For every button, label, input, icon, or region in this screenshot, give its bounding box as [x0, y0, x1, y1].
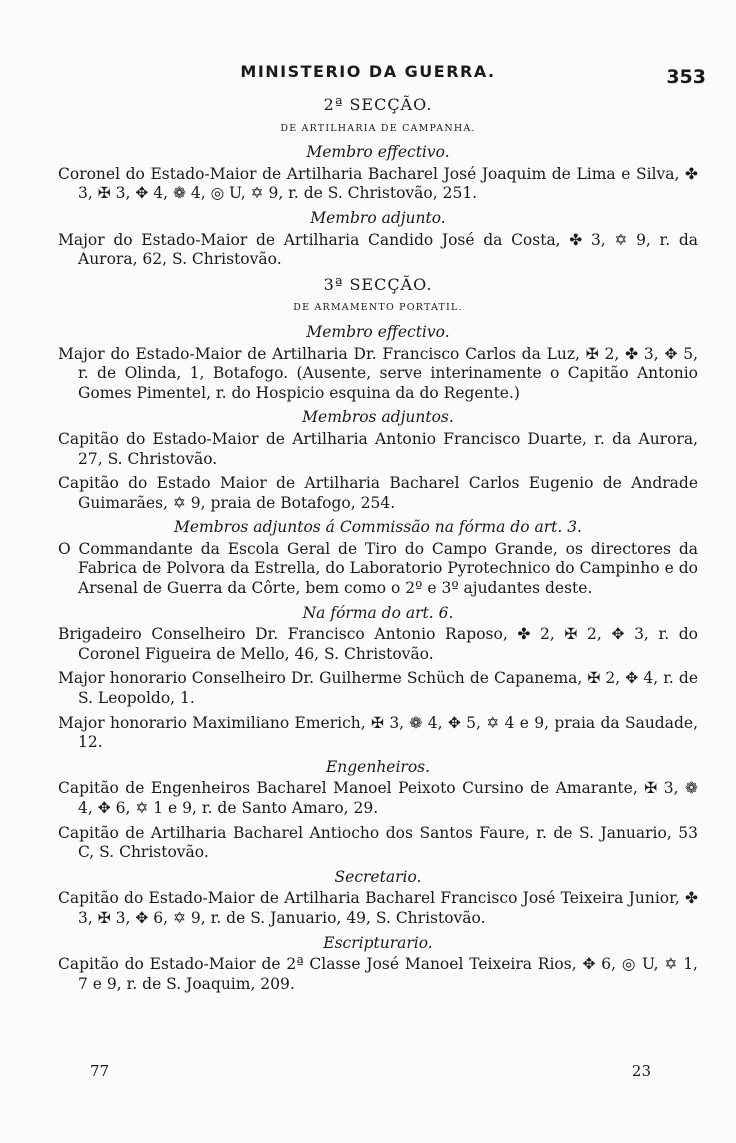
role-heading: Membros adjuntos.	[302, 408, 454, 427]
role-heading: Membro effectivo.	[306, 322, 450, 341]
member-entry: O Commandante da Escola Geral de Tiro do Campo Grande, os directores da Fabrica de Polvora da Estrella, do Laboratorio Pyrotechnico do Campinho e do Arsenal de Guerra da Côrte, bem como o 2º e 3º ajudantes deste.	[58, 539, 698, 598]
role-heading: Na fórma do art. 6.	[302, 603, 454, 622]
section-heading: 2ª SECÇÃO.	[323, 95, 433, 114]
section-subheading: DE ARTILHARIA DE CAMPANHA.	[280, 122, 476, 134]
member-entry: Capitão do Estado-Maior de Artilharia Bacharel Francisco José Teixeira Junior, ✤ 3, ✠ 3, ✥ 6, ✡ 9, r. de S. Januario, 49, S. Christovão.	[58, 889, 698, 927]
member-entry: Capitão de Engenheiros Bacharel Manoel Peixoto Cursino de Amarante, ✠ 3, ❁ 4, ✥ 6, ✡ 1 e 9, r. de Santo Amaro, 29.	[58, 779, 698, 817]
role-heading: Secretario.	[334, 867, 422, 886]
role-heading: Membros adjuntos á Commissão na fórma do art. 3.	[174, 518, 582, 537]
member-entry: Capitão do Estado-Maior de Artilharia Antonio Francisco Duarte, r. da Aurora, 27, S. Christovão.	[58, 429, 698, 468]
member-entry: Major do Estado-Maior de Artilharia Dr. Francisco Carlos da Luz, ✠ 2, ✤ 3, ✥ 5, r. de Olinda, 1, Botafogo. (Ausente, serve interinamente o Capitão Antonio Gomes Pimentel, r. do Hospicio esquina da do Regente.)	[58, 344, 698, 402]
member-entry: Major do Estado-Maior de Artilharia Candido José da Costa, ✤ 3, ✡ 9, r. da Aurora, 62, S. Christovão.	[58, 230, 698, 269]
member-entry: Major honorario Conselheiro Dr. Guilherme Schüch de Capanema, ✠ 2, ✥ 4, r. de S. Leopoldo, 1.	[58, 669, 698, 708]
page-body	[58, 92, 698, 999]
section-subheading: DE ARMAMENTO PORTATIL.	[293, 302, 463, 314]
page-header-title: MINISTERIO DA GUERRA.	[240, 62, 496, 81]
footer-signature-left: 77	[90, 1062, 110, 1080]
member-entry: Coronel do Estado-Maior de Artilharia Bacharel José Joaquim de Lima e Silva, ✤ 3, ✠ 3, ✥ 4, ❁ 4, ◎ U, ✡ 9, r. de S. Christovão, 251.	[58, 164, 698, 203]
page-number: 353	[666, 66, 706, 88]
member-entry: Capitão do Estado-Maior de 2ª Classe José Manoel Teixeira Rios, ✥ 6, ◎ U, ✡ 1, 7 e 9, r. de S. Joaquim, 209.	[58, 955, 698, 993]
role-heading: Escripturario.	[323, 933, 433, 952]
role-heading: Engenheiros.	[325, 757, 431, 776]
member-entry: Major honorario Maximiliano Emerich, ✠ 3, ❁ 4, ✥ 5, ✡ 4 e 9, praia da Saudade, 12.	[58, 713, 698, 752]
role-heading: Membro effectivo.	[306, 143, 450, 162]
member-entry: Brigadeiro Conselheiro Dr. Francisco Antonio Raposo, ✤ 2, ✠ 2, ✥ 3, r. do Coronel Figueira de Mello, 46, S. Christovão.	[58, 625, 698, 663]
member-entry: Capitão do Estado Maior de Artilharia Bacharel Carlos Eugenio de Andrade Guimarães, ✡ 9, praia de Botafogo, 254.	[58, 474, 698, 512]
role-heading: Membro adjunto.	[310, 208, 446, 227]
footer-signature-right: 23	[631, 1062, 651, 1080]
member-entry: Capitão de Artilharia Bacharel Antiocho dos Santos Faure, r. de S. Januario, 53 C, S. Christovão.	[58, 823, 698, 862]
section-heading: 3ª SECÇÃO.	[323, 274, 433, 294]
